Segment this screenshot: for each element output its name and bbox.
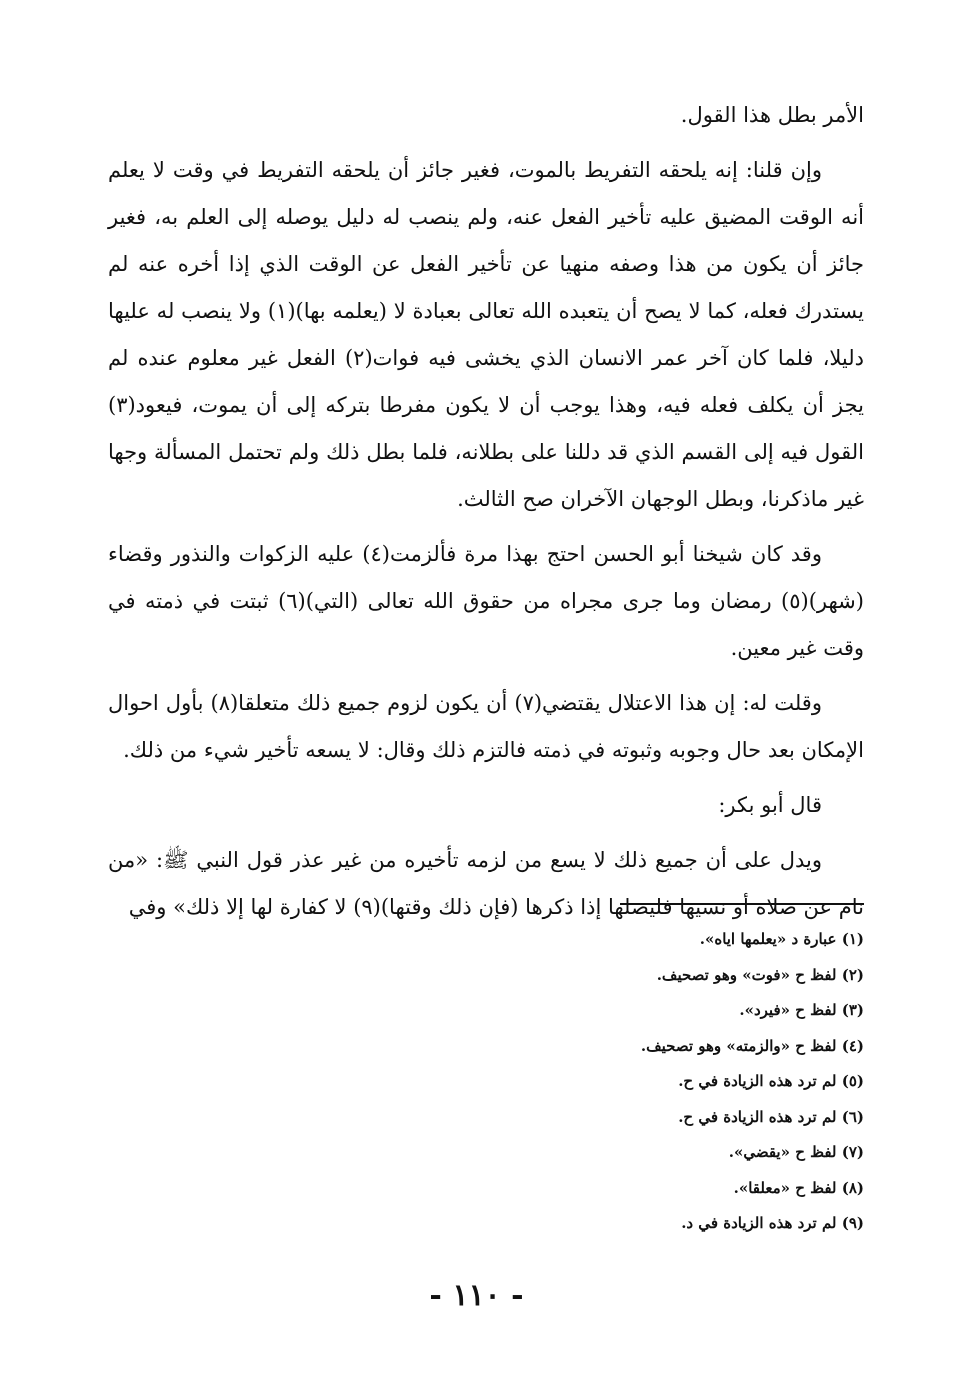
paragraph-5: ويدل على أن جميع ذلك لا يسع من لزمه تأخيره من غير عذر قول النبي ﷺ: «من نام عن صلاة أو نسيها فليصلها إذا ذكرها (فإن ذلك وقتها)(٩) لا كفارة لها إلا ذلك» وفي <box>108 848 864 919</box>
paragraph-2: وإن قلنا: إنه يلحقه التفريط بالموت، فغير جائز أن يلحقه التفريط في وقت لا يعلم أنه الوقت المضيق عليه تأخير الفعل عنه، ولم ينصب له دليل يوصله إلى العلم به، فغير جائز أن يكون من هذا وصفه منهيا عن تأخير الفعل عن الوقت الذي إذا أخره عنه لم يستدرك فعله، كما لا يصح أن يتعبده الله تعالى بعبادة لا (يعلمه بها)(١) ولا ينصب له عليها دليلا، فلما كان آخر عمر الانسان الذي يخشى فيه فوات(٢) الفعل غير معلوم عنده لم يجز أن يكلف فعله فيه، وهذا يوجب أن لا يكون مفرطا بتركه إلى أن يموت، فيعود(٣) القول فيه إلى القسم الذي قد دللنا على بطلانه، فلما بطل ذلك ولم تحتمل المسألة وجها غير ماذكرنا، وبطل الوجهان الآخران صح الثالث. <box>108 158 864 511</box>
footnotes <box>108 922 864 1242</box>
footnote-4: (٤) لفظ ح «والزمته» وهو تصحيف. <box>640 1036 864 1055</box>
footnote-6: (٦) لم ترد هذه الزيادة في ح. <box>678 1107 864 1126</box>
paragraph-4: وقلت له: إن هذا الاعتلال يقتضي(٧) أن يكون لزوم جميع ذلك متعلقا(٨) بأول احوال الإمكان بعد حال وجوبه وثبوته في ذمته فالتزم ذلك وقال: لا يسعه تأخير شيء من ذلك. <box>108 691 864 762</box>
footnote-9: (٩) لم ترد هذه الزيادة في د. <box>681 1214 864 1232</box>
footnote-3: (٣) لفظ ح «فيرد». <box>739 1001 864 1019</box>
footnote-8: (٨) لفظ ح «معلقا». <box>733 1178 864 1197</box>
section-heading: قال أبو بكر: <box>718 793 822 817</box>
footnote-7: (٧) لفظ ح «يقضي». <box>728 1143 864 1161</box>
footnote-2: (٢) لفظ ح «فوت» وهو تصحيف. <box>656 965 864 984</box>
page-number: - ١١٠ - <box>429 1278 524 1313</box>
paragraph-1: الأمر بطل هذا القول. <box>680 103 864 127</box>
footnote-5: (٥) لم ترد هذه الزيادة في ح. <box>678 1072 864 1090</box>
footnote-1: (١) عبارة د «يعلمها اياه». <box>699 930 864 948</box>
footnote-divider <box>620 903 864 905</box>
main-text <box>108 92 864 939</box>
paragraph-3: وقد كان شيخنا أبو الحسن احتج بهذا مرة فألزمت(٤) عليه الزكوات والنذور وقضاء (شهر)(٥) رمضان وما جرى مجراه من حقوق الله تعالى (التي)(٦) ثبتت في ذمته في وقت غير معين. <box>108 542 864 660</box>
